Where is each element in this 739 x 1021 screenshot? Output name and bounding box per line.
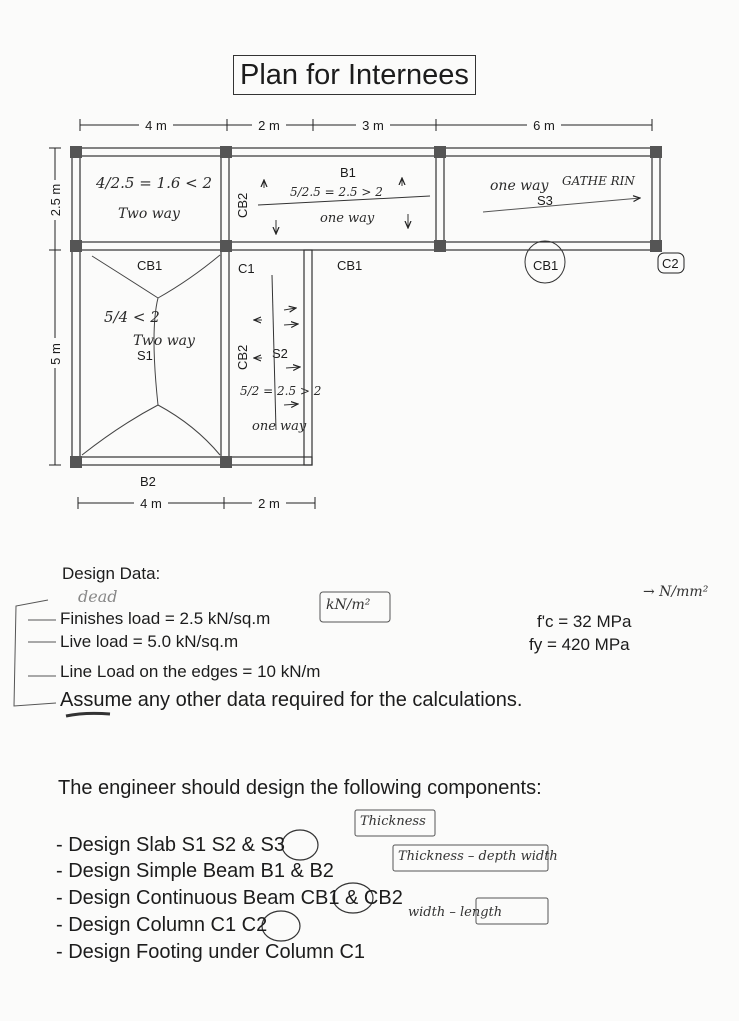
live-load: Live load = 5.0 kN/sq.m: [60, 632, 239, 651]
dim-bottom-2: 2 m: [258, 496, 280, 511]
dim-bottom-1: 4 m: [140, 496, 162, 511]
dim-top-1: 4 m: [145, 118, 167, 133]
note-top-left-type: Two way: [118, 206, 180, 222]
assume-note: Assume any other data required for the calculations.: [60, 689, 523, 711]
label-cb1-left: CB1: [137, 258, 163, 273]
dim-top-2: 2 m: [258, 118, 280, 133]
component-item-3: - Design Continuous Beam CB1 & CB2: [56, 887, 403, 909]
fc-value: f'c = 32 MPa: [537, 612, 632, 631]
finishes-load: Finishes load = 2.5 kN/sq.m: [60, 609, 271, 628]
label-cb1-right: CB1: [533, 258, 559, 273]
component-item-5: - Design Footing under Column C1: [56, 941, 366, 963]
note-s1-type: Two way: [133, 333, 195, 349]
label-c2: C2: [662, 256, 679, 271]
dim-left-1: 2.5 m: [48, 183, 63, 217]
label-b1: B1: [340, 165, 356, 180]
note-thickness-2: Thickness – depth width: [398, 849, 558, 864]
note-thickness-1: Thickness: [360, 814, 426, 829]
note-width-length: width – length: [408, 905, 503, 920]
note-s2-ratio: 5/2 = 2.5 > 2: [240, 384, 322, 398]
fy-value: fy = 420 MPa: [529, 635, 630, 654]
label-cb2-top: CB2: [235, 192, 250, 218]
dead-note: dead: [78, 587, 118, 606]
dim-top-4: 6 m: [533, 118, 555, 133]
label-cb2-bottom: CB2: [235, 344, 250, 370]
unit-note: kN/m²: [326, 597, 371, 613]
dim-top-3: 3 m: [362, 118, 384, 133]
design-data-heading: Design Data:: [62, 564, 161, 583]
label-s1: S1: [137, 348, 153, 363]
label-cb1-mid: CB1: [337, 258, 363, 273]
s3-arrows: [483, 198, 640, 212]
note-s2-type: one way: [252, 419, 307, 434]
note-s1-ratio: 5/4 < 2: [104, 308, 160, 326]
component-item-1: - Design Slab S1 S2 & S3: [56, 834, 286, 856]
label-s3: S3: [537, 193, 553, 208]
note-b1-ratio: 5/2.5 = 2.5 > 2: [290, 185, 383, 199]
note-s3-extra: GATHE RIN: [562, 174, 635, 188]
dim-left-2: 5 m: [48, 343, 63, 365]
page-title: Plan for Internees: [233, 55, 476, 95]
label-b2: B2: [140, 474, 156, 489]
note-b1-type: one way: [320, 211, 375, 226]
line-load: Line Load on the edges = 10 kN/m: [60, 662, 321, 681]
design-data-bracket: [14, 600, 56, 706]
label-c1: C1: [238, 261, 255, 276]
components-heading: The engineer should design the following components:: [58, 777, 542, 799]
mpa-note: → N/mm²: [643, 584, 709, 600]
label-s2: S2: [272, 346, 288, 361]
note-s3-type: one way: [490, 178, 549, 194]
note-top-left-ratio: 4/2.5 = 1.6 < 2: [96, 174, 213, 192]
component-item-4: - Design Column C1 C2: [56, 914, 268, 936]
component-item-2: - Design Simple Beam B1 & B2: [56, 860, 334, 882]
